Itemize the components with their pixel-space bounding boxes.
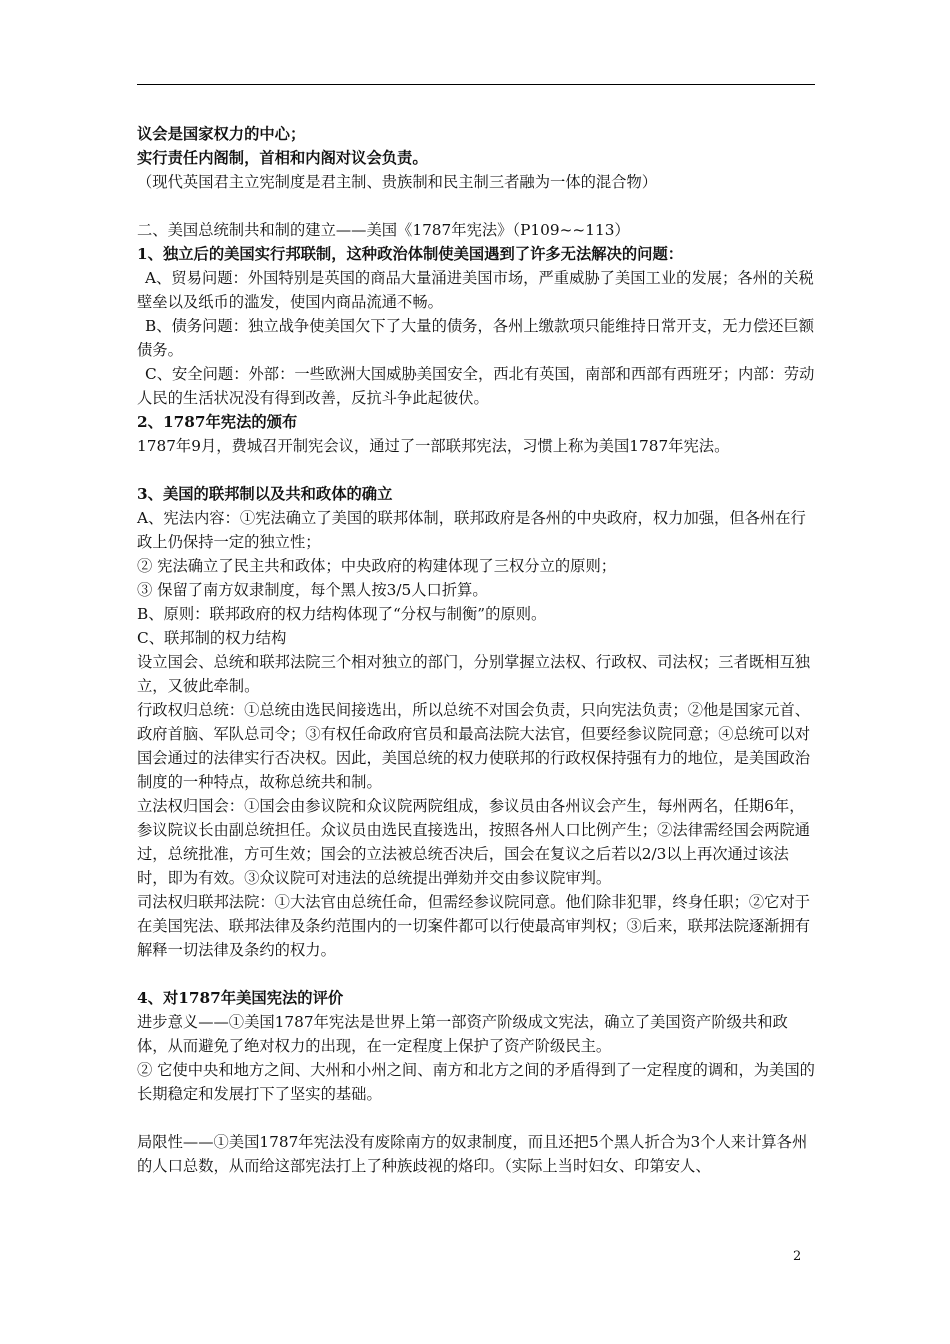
text-line: C、联邦制的权力结构 (137, 629, 287, 647)
text-line: A、宪法内容：①宪法确立了美国的联邦体制，联邦政府是各州的中央政府，权力加强，但各州在行政上仍保持一定的独立性； (137, 509, 806, 551)
text-line: ③ 保留了南方奴隶制度，每个黑人按3/5人口折算。 (137, 581, 488, 599)
text-line: 设立国会、总统和联邦法院三个相对独立的部门，分别掌握立法权、行政权、司法权；三者既相互独立，又彼此牵制。 (137, 653, 811, 695)
blank-line (137, 194, 817, 218)
text-line: A、贸易问题：外国特别是英国的商品大量涌进美国市场，严重威胁了美国工业的发展；各州的关税壁垒以及纸币的滥发，使国内商品流通不畅。 (137, 269, 814, 311)
header-rule (137, 84, 815, 85)
text-line: 二、美国总统制共和制的建立——美国《1787年宪法》（P109~~113） (137, 221, 630, 239)
blank-line (137, 458, 817, 482)
text-line: 1787年9月，费城召开制宪会议，通过了一部联邦宪法，习惯上称为美国1787年宪法。 (137, 437, 730, 455)
text-line: 立法权归国会：①国会由参议院和众议院两院组成，参议员由各州议会产生，每州两名，任期6年，参议院议长由副总统担任。众议员由选民直接选出，按照各州人口比例产生；②法律需经国会两院通过，总统批准，方可生效；国会的立法被总统否决后，国会在复议之后若以2/3以上再次通过该法时，即为有效。③众议院可对违法的总统提出弹劾并交由参议院审判。 (137, 797, 811, 887)
text-line: B、债务问题：独立战争使美国欠下了大量的债务，各州上缴款项只能维持日常开支，无力偿还巨额债务。 (137, 317, 815, 359)
text-line: 议会是国家权力的中心； (137, 125, 306, 143)
text-line: ② 宪法确立了民主共和政体；中央政府的构建体现了三权分立的原则； (137, 557, 617, 575)
text-line: B、原则：联邦政府的权力结构体现了“分权与制衡”的原则。 (137, 605, 547, 623)
text-line: 进步意义——①美国1787年宪法是世界上第一部资产阶级成文宪法，确立了美国资产阶级共和政体，从而避免了绝对权力的出现，在一定程度上保护了资产阶级民主。 (137, 1013, 788, 1055)
text-line: 局限性——①美国1787年宪法没有废除南方的奴隶制度，而且还把5个黑人折合为3个人来计算各州的人口总数，从而给这部宪法打上了种族歧视的烙印。（实际上当时妇女、印第安人、 (137, 1133, 808, 1175)
text-line: 1、独立后的美国实行邦联制，这种政治体制使美国遇到了许多无法解决的问题： (137, 245, 684, 263)
blank-line (137, 1106, 817, 1130)
text-line: 3、美国的联邦制以及共和政体的确立 (137, 485, 393, 503)
text-line: 2、1787年宪法的颁布 (137, 413, 298, 431)
text-line: 实行责任内阁制，首相和内阁对议会负责。 (137, 149, 428, 167)
blank-line (137, 962, 817, 986)
text-line: 行政权归总统：①总统由选民间接选出，所以总统不对国会负责，只向宪法负责；②他是国家元首、政府首脑、军队总司令；③有权任命政府官员和最高法院大法官，但要经参议院同意；④总统可以对国会通过的法律实行否决权。因此，美国总统的权力使联邦的行政权保持强有力的地位，是美国政治制度的一种特点，故称总统共和制。 (137, 701, 811, 791)
page-number: 2 (793, 1249, 802, 1264)
text-line: （现代英国君主立宪制度是君主制、贵族制和民主制三者融为一体的混合物） (137, 173, 658, 191)
document-body (137, 122, 817, 1178)
text-line: 4、对1787年美国宪法的评价 (137, 989, 344, 1007)
text-line: C、安全问题：外部：一些欧洲大国威胁美国安全，西北有英国，南部和西部有西班牙；内部：劳动人民的生活状况没有得到改善，反抗斗争此起彼伏。 (137, 365, 815, 407)
text-line: 司法权归联邦法院：①大法官由总统任命，但需经参议院同意。他们除非犯罪，终身任职；②它对于在美国宪法、联邦法律及条约范围内的一切案件都可以行使最高审判权；③后来，联邦法院逐渐拥有解释一切法律及条约的权力。 (137, 893, 811, 959)
text-line: ② 它使中央和地方之间、大州和小州之间、南方和北方之间的矛盾得到了一定程度的调和，为美国的长期稳定和发展打下了坚实的基础。 (137, 1061, 815, 1103)
